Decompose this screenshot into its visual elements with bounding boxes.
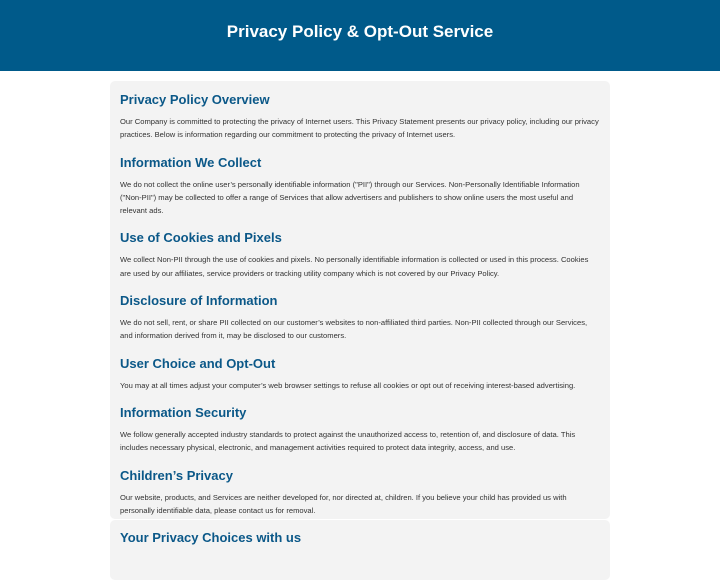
section-heading: Privacy Policy Overview — [120, 92, 270, 107]
section-childrens-privacy — [120, 468, 600, 518]
section-heading: Disclosure of Information — [120, 293, 278, 309]
privacy-choices-card — [110, 520, 610, 580]
section-body: You may at all times adjust your computer’s web browser settings to refuse all cookies or opt out of receiving interest-based advertising. — [120, 380, 576, 390]
section-heading: Children’s Privacy — [120, 467, 233, 483]
page-title: Privacy Policy & Opt-Out Service — [226, 21, 494, 41]
section-heading: Information Security — [120, 404, 247, 420]
section-your-privacy-choices — [120, 530, 600, 546]
section-body: We collect Non-PII through the use of cookies and pixels. No personally identifiable information is collected or used in this process. Cookies are used by our affiliates, service providers or tracking utility company which is not covered by our Privacy Policy. — [120, 255, 589, 278]
section-body: We follow generally accepted industry standards to protect against the unauthorized access to, retention of, and disclosure of data. This includes necessary physical, electronic, and management activities required to protect data integrity, access, and use. — [120, 429, 576, 453]
section-disclosure-of-information — [120, 293, 600, 343]
section-heading: Your Privacy Choices with us — [120, 530, 302, 545]
section-user-choice-opt-out — [120, 356, 600, 392]
section-body: Our Company is committed to protecting the privacy of Internet users. This Privacy Statement presents our privacy policy, including our privacy practices. Below is information regarding our commitment to protecting the privacy of Internet users. — [120, 117, 599, 140]
section-information-we-collect — [120, 155, 600, 218]
section-body: We do not collect the online user’s personally identifiable information ("PII") through our Services. Non-Personally Identifiable Information ("Non-PII") may be collected to offer a range of Services that allow advertisers and publishers to show online users the most useful and relevant ads. — [120, 179, 580, 216]
section-privacy-policy-overview — [120, 92, 600, 142]
section-body: Our website, products, and Services are neither developed for, nor directed at, children. If you believe your child has provided us with personally identifiable data, please contact us for removal. — [120, 492, 567, 515]
page-header — [0, 0, 720, 71]
section-use-of-cookies — [120, 230, 600, 280]
privacy-policy-card — [110, 81, 610, 519]
section-heading: Information We Collect — [120, 154, 262, 170]
section-body: We do not sell, rent, or share PII collected on our customer’s websites to non-affiliated third parties. Non-PII collected through our Services, and information derived from it, may be disclosed to our customers. — [120, 318, 588, 341]
section-heading: User Choice and Opt-Out — [120, 355, 276, 371]
section-heading: Use of Cookies and Pixels — [120, 230, 282, 246]
section-information-security — [120, 405, 600, 455]
